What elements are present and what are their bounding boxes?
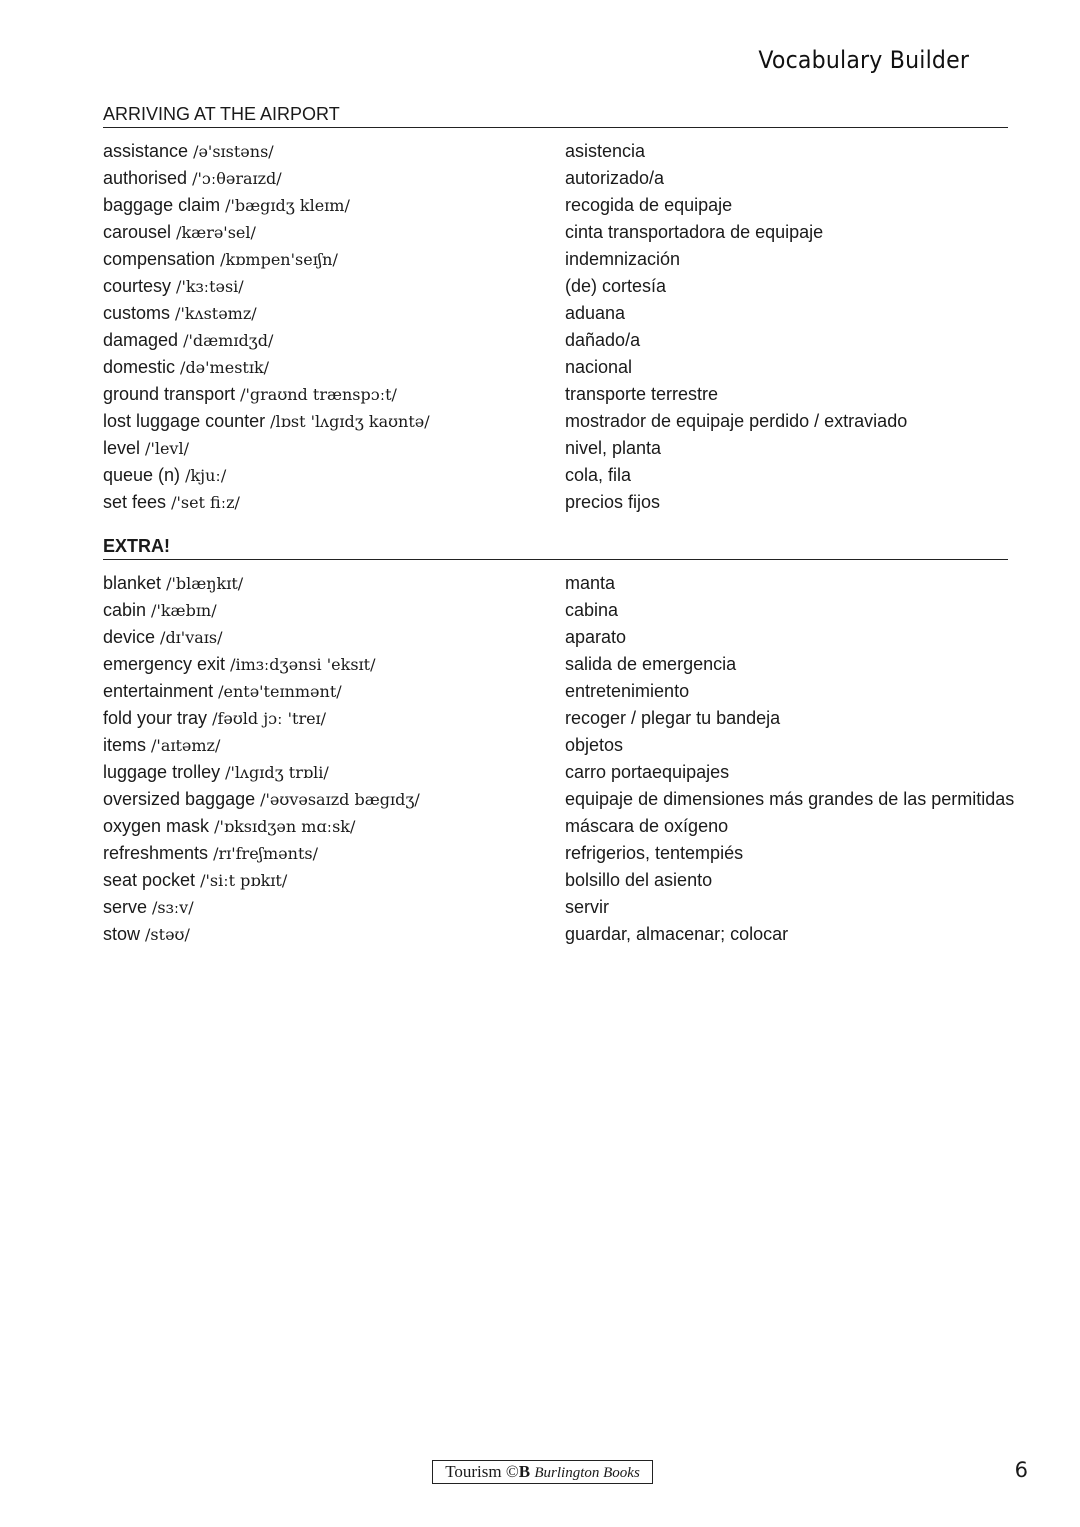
vocab-row [103, 786, 1015, 813]
vocab-translation: aparato [565, 627, 627, 647]
vocab-row [103, 219, 1008, 246]
vocab-translation: manta [565, 573, 616, 593]
vocab-translation: aduana [565, 303, 626, 323]
vocab-translation: refrigerios, tentempiés [565, 843, 744, 863]
vocab-translation: guardar, almacenar; colocar [565, 924, 789, 944]
vocab-translation: bolsillo del asiento [565, 870, 713, 890]
vocab-term [103, 867, 287, 894]
term-phonetic: /kjuː/ [185, 466, 227, 485]
vocab-row [103, 570, 1008, 597]
vocab-row [103, 408, 1008, 435]
term-phonetic: /də'mestɪk/ [180, 358, 270, 377]
vocab-row [103, 300, 1008, 327]
vocab-row [103, 894, 1008, 921]
term-phonetic: /'kɜːtəsi/ [176, 277, 244, 296]
term-phonetic: /'kæbɪn/ [151, 601, 217, 620]
vocab-row [103, 624, 1008, 651]
term-phonetic: /'set fiːz/ [171, 493, 240, 512]
vocab-translation: cinta transportadora de equipaje [565, 222, 824, 242]
term-phonetic: /'levl/ [145, 439, 189, 458]
vocab-translation: mostrador de equipaje perdido / extraviado [565, 411, 908, 431]
vocab-translation: asistencia [565, 141, 646, 161]
vocab-row [103, 246, 1008, 273]
term-phonetic: /sɜːv/ [152, 898, 194, 917]
term-phonetic: /'siːt pɒkɪt/ [200, 871, 288, 890]
term-phonetic: /dɪ'vaɪs/ [160, 628, 223, 647]
term-phonetic: /fəʊld jɔː 'treɪ/ [212, 709, 327, 728]
term-word: assistance [103, 141, 189, 161]
term-word: entertainment [103, 681, 214, 701]
term-phonetic: /kɒmpen'seɪʃn/ [220, 250, 338, 269]
vocab-term [103, 165, 282, 192]
vocab-term [103, 381, 397, 408]
vocab-translation: (de) cortesía [565, 276, 667, 296]
footer-copyright [432, 1460, 653, 1484]
vocab-row [103, 138, 1008, 165]
vocab-term [103, 489, 240, 516]
term-phonetic: /'aɪtəmz/ [151, 736, 221, 755]
term-word: refreshments [103, 843, 209, 863]
term-word: carousel [103, 222, 172, 242]
vocab-row [103, 840, 1008, 867]
vocab-row [103, 813, 1008, 840]
vocab-translation: cabina [565, 600, 619, 620]
term-word: queue (n) [103, 465, 181, 485]
vocab-translation: cola, fila [565, 465, 632, 485]
term-word: fold your tray [103, 708, 208, 728]
vocab-row [103, 705, 1008, 732]
vocab-row [103, 759, 1008, 786]
term-phonetic: /'ɒksɪdʒən mɑːsk/ [214, 817, 356, 836]
vocab-row [103, 867, 1008, 894]
term-word: seat pocket [103, 870, 196, 890]
burlington-logo: B [518, 1462, 531, 1481]
vocab-translation: autorizado/a [565, 168, 665, 188]
term-word: level [103, 438, 141, 458]
vocab-translation: objetos [565, 735, 624, 755]
vocab-term [103, 597, 217, 624]
vocab-term [103, 786, 420, 813]
vocab-translation: nivel, planta [565, 438, 662, 458]
page-header-title: Vocabulary Builder [758, 46, 969, 74]
vocab-translation: transporte terrestre [565, 384, 719, 404]
vocab-term [103, 273, 244, 300]
term-word: baggage claim [103, 195, 221, 215]
term-phonetic: /stəʊ/ [145, 925, 190, 944]
vocab-row [103, 165, 1008, 192]
vocab-translation: carro portaequipajes [565, 762, 730, 782]
vocab-row [103, 597, 1008, 624]
vocab-term [103, 678, 342, 705]
vocab-term [103, 570, 243, 597]
vocab-translation: entretenimiento [565, 681, 690, 701]
vocab-translation: recogida de equipaje [565, 195, 733, 215]
vocab-term [103, 705, 326, 732]
vocab-term [103, 894, 194, 921]
term-word: luggage trolley [103, 762, 221, 782]
vocab-term [103, 624, 223, 651]
term-phonetic: /'blæŋkɪt/ [166, 574, 244, 593]
vocab-row [103, 273, 1008, 300]
vocab-term [103, 138, 274, 165]
section-extra [103, 535, 1015, 948]
vocab-term [103, 300, 257, 327]
vocab-list [103, 570, 1015, 948]
vocab-translation: nacional [565, 357, 633, 377]
footer-publisher: Burlington Books [534, 1465, 640, 1481]
vocab-term [103, 408, 430, 435]
vocab-translation: salida de emergencia [565, 654, 737, 674]
vocab-row [103, 327, 1008, 354]
vocab-translation: precios fijos [565, 492, 661, 512]
vocab-term [103, 327, 273, 354]
vocab-term [103, 840, 318, 867]
term-word: oversized baggage [103, 789, 256, 809]
term-phonetic: /rɪ'freʃmənts/ [213, 844, 318, 863]
vocab-translation: indemnización [565, 249, 681, 269]
term-phonetic: /'əʊvəsaɪzd bægɪdʒ/ [260, 790, 420, 809]
term-word: customs [103, 303, 171, 323]
term-word: items [103, 735, 147, 755]
vocab-row [103, 192, 1008, 219]
term-phonetic: /'kʌstəmz/ [175, 304, 257, 323]
section-title: EXTRA! [103, 535, 1008, 560]
vocab-translation: recoger / plegar tu bandeja [565, 708, 781, 728]
term-phonetic: /kærə'sel/ [176, 223, 256, 242]
term-word: ground transport [103, 384, 236, 404]
vocab-list [103, 138, 1008, 516]
term-phonetic: /'dæmɪdʒd/ [183, 331, 274, 350]
term-phonetic: /'bægɪdʒ kleɪm/ [225, 196, 350, 215]
term-word: oxygen mask [103, 816, 210, 836]
term-word: damaged [103, 330, 179, 350]
term-phonetic: /imɜːdʒənsi 'eksɪt/ [230, 655, 376, 674]
vocab-term [103, 246, 338, 273]
vocab-translation: máscara de oxígeno [565, 816, 729, 836]
vocab-row [103, 921, 1008, 948]
vocab-row [103, 651, 1008, 678]
vocab-row [103, 489, 1008, 516]
section-title: ARRIVING AT THE AIRPORT [103, 103, 1008, 128]
term-word: device [103, 627, 156, 647]
term-word: domestic [103, 357, 176, 377]
vocab-row [103, 678, 1008, 705]
term-word: cabin [103, 600, 147, 620]
vocab-translation: servir [565, 897, 609, 917]
footer-book-title: Tourism © [445, 1462, 519, 1481]
term-phonetic: /entə'teɪnmənt/ [218, 682, 342, 701]
term-word: set fees [103, 492, 167, 512]
term-word: compensation [103, 249, 216, 269]
vocab-translation: equipaje de dimensiones más grandes de las permitidas [565, 789, 1015, 809]
vocab-term [103, 921, 190, 948]
vocab-term [103, 651, 375, 678]
vocab-term [103, 732, 220, 759]
vocab-term [103, 435, 189, 462]
term-word: blanket [103, 573, 162, 593]
vocab-term [103, 192, 350, 219]
vocab-term [103, 813, 355, 840]
term-phonetic: /'graʊnd trænspɔːt/ [240, 385, 397, 404]
term-phonetic: /'ɔːθəraɪzd/ [192, 169, 282, 188]
vocab-translation: dañado/a [565, 330, 641, 350]
term-word: serve [103, 897, 148, 917]
term-word: stow [103, 924, 141, 944]
vocab-row [103, 732, 1008, 759]
section-arriving-at-the-airport [103, 103, 1008, 516]
term-word: emergency exit [103, 654, 226, 674]
vocab-row [103, 381, 1008, 408]
term-phonetic: /'lʌgɪdʒ trɒli/ [225, 763, 329, 782]
term-phonetic: /ə'sɪstəns/ [193, 142, 274, 161]
term-word: lost luggage counter [103, 411, 266, 431]
vocab-term [103, 759, 329, 786]
page-number: 6 [1014, 1458, 1028, 1482]
term-word: authorised [103, 168, 188, 188]
vocab-term [103, 462, 226, 489]
vocab-term [103, 354, 269, 381]
vocab-row [103, 462, 1008, 489]
vocab-term [103, 219, 256, 246]
term-word: courtesy [103, 276, 172, 296]
term-phonetic: /lɒst 'lʌgɪdʒ kaʊntə/ [270, 412, 430, 431]
vocab-row [103, 354, 1008, 381]
vocab-row [103, 435, 1008, 462]
